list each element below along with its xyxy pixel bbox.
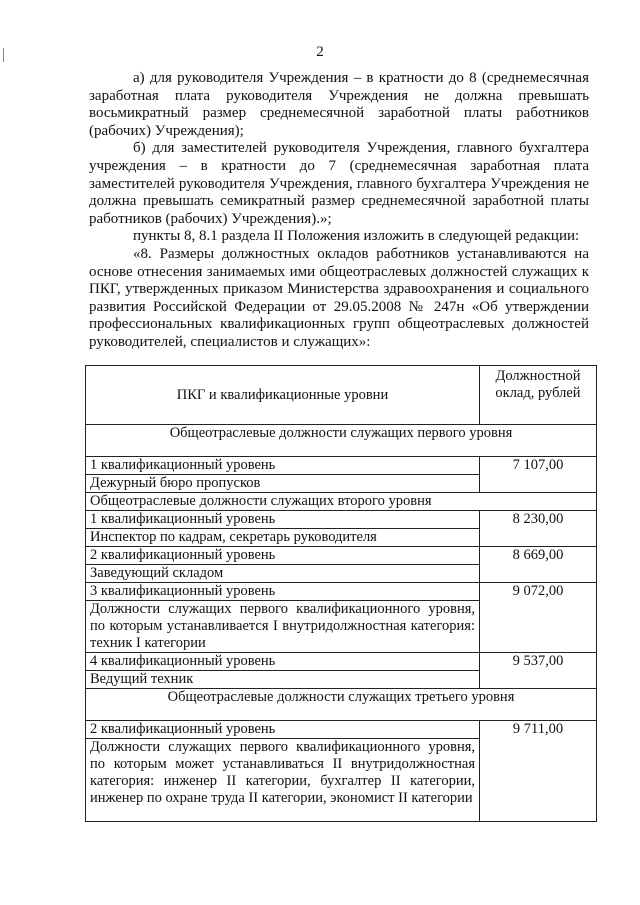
- table-header-row: [86, 366, 597, 425]
- header-salary: Должностной оклад, рублей: [480, 366, 597, 425]
- paragraph-a: а) для руководителя Учреждения – в кратности до 8 (среднемесячная заработная плата руководителя Учреждения не должна превышать восьмикратный размер среднемесячной заработной платы работников (рабочих) Учреждения);: [89, 70, 589, 139]
- position-text: Должности служащих первого квалификационного уровня, по которым устанавливается I внутридолжностная категория: техник I категории: [86, 601, 480, 653]
- paragraph-b: б) для заместителей руководителя Учреждения, главного бухгалтера учреждения – в кратности до 7 (среднемесячная заработная плата заместителей руководителя Учреждения, главного бухгалтера Учреждения не должна превышать семикратный размер среднемесячной заработной платы работников (рабочих) Учреждения).»;: [89, 140, 589, 227]
- paragraph-8: «8. Размеры должностных окладов работников устанавливаются на основе отнесения занимаемых ими общеотраслевых должностей служащих к ПКГ, утвержденных приказом Министерства здравоохранения и социального развития Российской Федерации от 29.05.2008 № 247н «Об утверждении профессиональных квалификационных групп общеотраслевых должностей руководителей, специалистов и служащих»:: [89, 245, 589, 350]
- paragraph-points: пункты 8, 8.1 раздела II Положения изложить в следующей редакции:: [133, 228, 580, 245]
- position-text: Должности служащих первого квалификационного уровня, по которым может устанавливаться II внутридолжностная категория: инженер II категории, бухгалтер II категории, инженер по охране труда II категории, экономист II категории: [86, 739, 480, 822]
- section-row: [86, 493, 597, 511]
- section-title-third-level: Общеотраслевые должности служащих третьего уровня: [86, 689, 597, 721]
- level-label: 1 квалификационный уровень: [86, 457, 480, 475]
- salary-value: 9 711,00: [480, 721, 597, 822]
- table-row: [86, 721, 597, 739]
- table-row: [86, 653, 597, 671]
- table-row: [86, 511, 597, 529]
- level-label: 4 квалификационный уровень: [86, 653, 480, 671]
- position-text: Инспектор по кадрам, секретарь руководителя: [86, 529, 480, 547]
- table-row: [86, 457, 597, 475]
- page-number: 2: [316, 44, 324, 60]
- section-title-second-level: Общеотраслевые должности служащих второго уровня: [86, 493, 597, 511]
- table-row: [86, 583, 597, 601]
- salary-value: 9 537,00: [480, 653, 597, 689]
- position-text: Дежурный бюро пропусков: [86, 475, 480, 493]
- document-body: [89, 70, 589, 352]
- section-row: [86, 689, 597, 721]
- salary-value: 8 230,00: [480, 511, 597, 547]
- salary-value: 9 072,00: [480, 583, 597, 653]
- level-label: 1 квалификационный уровень: [86, 511, 480, 529]
- level-label: 2 квалификационный уровень: [86, 721, 480, 739]
- header-pkg-levels: ПКГ и квалификационные уровни: [86, 366, 480, 425]
- salary-value: 8 669,00: [480, 547, 597, 583]
- section-row: [86, 425, 597, 457]
- salary-value: 7 107,00: [480, 457, 597, 493]
- section-title-first-level: Общеотраслевые должности служащих первого уровня: [86, 425, 597, 457]
- position-text: Ведущий техник: [86, 671, 480, 689]
- level-label: 2 квалификационный уровень: [86, 547, 480, 565]
- salary-table: [85, 365, 597, 822]
- level-label: 3 квалификационный уровень: [86, 583, 480, 601]
- table-row: [86, 547, 597, 565]
- position-text: Заведующий складом: [86, 565, 480, 583]
